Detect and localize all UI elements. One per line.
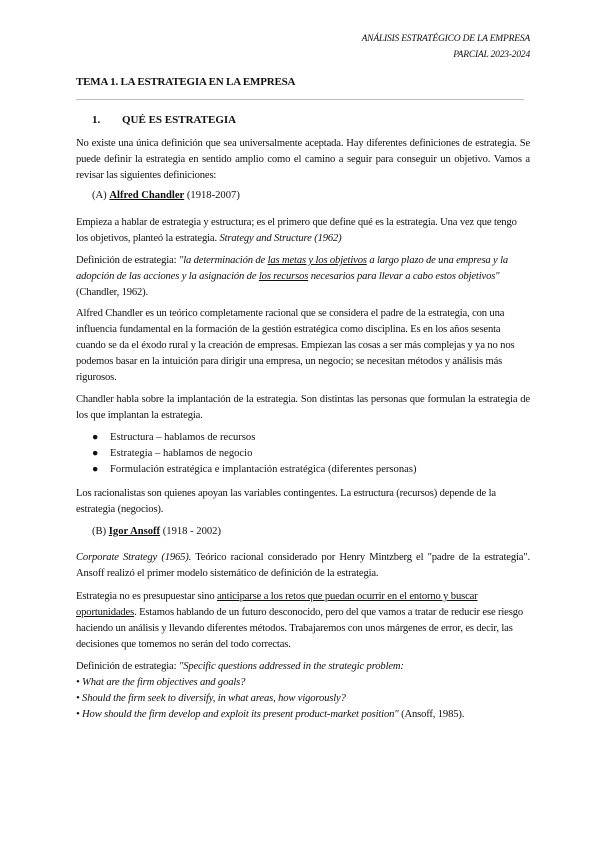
chandler-paragraph-1 <box>76 215 530 247</box>
ansoff-p1-text: Teórico racional considerado por Henry Mintzberg el "padre de la estrategia". Ansoff realizó el primer modelo sistemático de definición de la estrategia. <box>76 552 530 579</box>
chandler-paragraph-4: Chandler habla sobre la implantación de la estrategia. Son distintas las personas que formulan la estrategia de los que implantan la estrategia. <box>76 394 530 421</box>
definition-underline-2: los recursos <box>258 271 309 282</box>
ansoff-definition-line-1: Definición de estrategia: "Specific questions addressed in the strategic problem: <box>76 661 404 672</box>
ansoff-p2-start: Estrategia no es presupuestar sino <box>76 591 215 602</box>
bullet-icon: ● <box>92 464 99 475</box>
section-number: 1. <box>92 114 101 126</box>
ansoff-p2-underline: anticiparse a los retos que puedan ocurrir en el entorno y buscar oportunidades <box>76 591 478 618</box>
chandler-p1-text: Empieza a hablar de estrategia y estructura; es el primero que define qué es la estrategia. Una vez que tengo los objetivos, planteó la estrategia. <box>76 217 517 244</box>
list-item: ● Estructura – hablamos de recursos <box>92 432 256 443</box>
section-heading <box>92 114 236 126</box>
author-years: (1918 - 2002) <box>162 526 222 537</box>
list-item: ● Formulación estratégica e implantación estratégica (diferentes personas) <box>92 464 417 475</box>
chandler-paragraph-5: Los racionalistas son quienes apoyan las variables contingentes. La estructura (recursos) depende de la estrategia (negocios). <box>76 488 496 515</box>
page-title: TEMA 1. LA ESTRATEGIA EN LA EMPRESA <box>76 76 296 88</box>
header-term: PARCIAL 2023-2024 <box>453 50 530 60</box>
subsection-chandler-heading <box>92 190 240 201</box>
list-item: ● Estrategia – hablamos de negocio <box>92 448 253 459</box>
book-title: Strategy and Structure (1962) <box>219 233 342 244</box>
section-label: QUÉ ES ESTRATEGIA <box>122 114 237 126</box>
ansoff-definition-line-4: • How should the firm develop and exploit its present product-market position" (Ansoff, 1985). <box>76 709 465 720</box>
ansoff-paragraph-2 <box>76 589 530 653</box>
ansoff-paragraph-1 <box>76 550 530 582</box>
ansoff-definition-line-2: • What are the firm objectives and goals? <box>76 677 246 688</box>
subsection-letter: (B) <box>92 526 107 537</box>
definition-quote-1: "la determinación de <box>178 255 266 266</box>
author-name: Igor Ansoff <box>108 526 161 537</box>
bullet-icon: ● <box>92 448 99 459</box>
author-name: Alfred Chandler <box>109 190 185 201</box>
definition-citation: (Ansoff, 1985). <box>401 709 465 720</box>
definition-underline-1: las metas y los objetivos <box>267 255 367 266</box>
subsection-ansoff-heading <box>92 526 221 537</box>
definition-quote-3: necesarios para llevar a cabo estos objetivos" <box>310 271 500 282</box>
chandler-paragraph-3: Alfred Chandler es un teórico completamente racional que se considera el padre de la estrategia, con una influencia fundamental en la formación de la gestión estratégica como disciplina. Es en los años sesenta cuando se da el éxodo rural y la creación de empresas. Empiezan las cosas a ser más complejas y ya no nos podemos basar en la intuición para dirigir una empresa, un negocio; se necesitan métodos y análisis más rigurosos. <box>76 308 515 383</box>
author-years: (1918-2007) <box>186 190 240 201</box>
ansoff-definition-line-3: • Should the firm seek to diversify, in what areas, how vigorously? <box>76 693 346 704</box>
ansoff-p2-end: . Estamos hablando de un futuro desconocido, pero del que vamos a tratar de reducir ese riesgo haciendo un análisis y llevando diferentes métodos. Trabajaremos con unos márgenes de error, es decir, las decisiones que tomemos no serán del todo correctas. <box>76 607 523 650</box>
intro-paragraph: No existe una única definición que sea universalmente aceptada. Hay diferentes definiciones de estrategia. Se puede definir la estrategia en sentido amplio como el camino a seguir para conseguir un objetivo. Vamos a revisar las siguientes definiciones: <box>76 138 530 181</box>
definition-quote-2: a largo plazo de una empresa y la adopción de las acciones y la asignación de <box>76 255 509 282</box>
bullet-icon: ● <box>92 432 99 443</box>
chandler-definition <box>76 253 530 301</box>
header-course: ANÁLISIS ESTRATÉGICO DE LA EMPRESA <box>361 34 530 44</box>
definition-label: Definición de estrategia: <box>76 661 177 672</box>
ansoff-definition <box>76 659 530 723</box>
title-divider <box>76 99 524 100</box>
subsection-letter: (A) <box>92 190 107 201</box>
definition-citation: (Chandler, 1962). <box>76 287 149 298</box>
definition-label: Definición de estrategia: <box>76 255 177 266</box>
book-title: Corporate Strategy (1965). <box>76 552 192 563</box>
